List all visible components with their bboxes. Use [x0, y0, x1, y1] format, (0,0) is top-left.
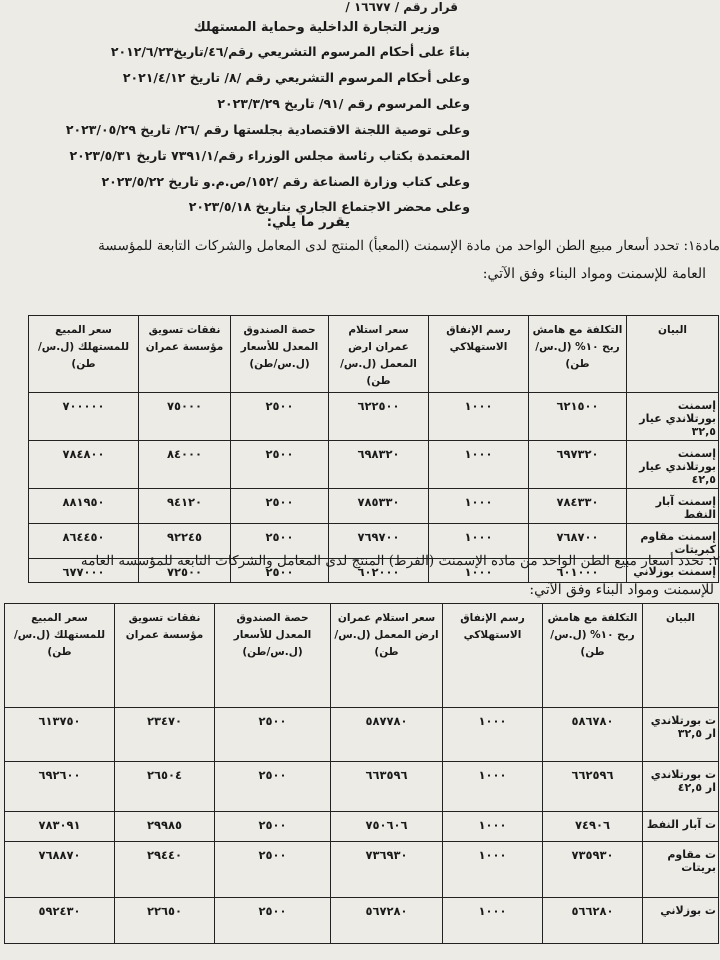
t1-h-cost: التكلفة مع هامش ربح ١٠% (ل.س/طن) [529, 316, 627, 393]
t2-r2-item: ت آبار النفط [643, 812, 719, 842]
t2-r0-cost: ٥٨٦٧٨٠ [543, 708, 643, 762]
t2-r2-fund: ٢٥٠٠ [215, 812, 331, 842]
t1-r1-receipt: ٦٩٨٣٢٠ [329, 441, 429, 489]
t2-r0-marketing: ٢٣٤٧٠ [115, 708, 215, 762]
t1-r3-marketing: ٩٢٢٤٥ [139, 524, 231, 559]
table2-header-row [5, 604, 719, 708]
reference-line-7: وعلى محضر الاجتماع الجاري بتاريخ ٢٠٢٣/٥/١٨ [188, 199, 470, 214]
table-bulk-cement [4, 603, 719, 944]
t1-h-fee: رسم الإنفاق الاستهلاكي [429, 316, 529, 393]
t1-r0-price: ٧٠٠٠٠٠ [29, 393, 139, 441]
t1-r3-fee: ١٠٠٠ [429, 524, 529, 559]
t2-r1-marketing: ٢٦٥٠٤ [115, 762, 215, 812]
t2-h-price: سعر المبيع للمستهلك (ل.س/طن) [5, 604, 115, 708]
t1-r2-fee: ١٠٠٠ [429, 489, 529, 524]
t2-r2-price: ٧٨٣٠٩١ [5, 812, 115, 842]
table-row [5, 898, 719, 944]
t1-r2-item: إسمنت آبار النفط [627, 489, 719, 524]
t2-r0-fund: ٢٥٠٠ [215, 708, 331, 762]
t1-r2-cost: ٧٨٤٣٣٠ [529, 489, 627, 524]
t1-r0-cost: ٦٢١٥٠٠ [529, 393, 627, 441]
t1-r4-price: ٦٧٧٠٠٠ [29, 559, 139, 583]
article1-line2: العامة للإسمنت ومواد البناء وفق الآتي: [482, 266, 706, 282]
t2-r0-fee: ١٠٠٠ [443, 708, 543, 762]
t1-r4-cost: ٦٠١٠٠٠ [529, 559, 627, 583]
t1-h-fund: حصة الصندوق المعدل للأسعار (ل.س/طن) [231, 316, 329, 393]
t2-r3-marketing: ٢٩٤٤٠ [115, 842, 215, 898]
t2-r4-item: ت بوزلاني [643, 898, 719, 944]
decision-number: قرار رقم / ١٦٦٧٧ / [345, 0, 458, 14]
article2-line1: ٢: تحدد أسعار مبيع الطن الواحد من مادة الإسمنت (الفرط) المنتج لدى المعامل والشركات التابعة للمؤسسة العامة [80, 553, 720, 569]
t2-r3-item: ت مقاوم بريتات [643, 842, 719, 898]
t2-r3-price: ٧٦٨٨٧٠ [5, 842, 115, 898]
t2-r0-receipt: ٥٨٧٧٨٠ [331, 708, 443, 762]
t2-r1-receipt: ٦٦٣٥٩٦ [331, 762, 443, 812]
article2-line2: للإسمنت ومواد البناء وفق الآتي: [529, 582, 714, 598]
table-row [29, 441, 719, 489]
t2-h-fund: حصة الصندوق المعدل للأسعار (ل.س/طن) [215, 604, 331, 708]
t2-r3-fund: ٢٥٠٠ [215, 842, 331, 898]
t1-r0-fund: ٢٥٠٠ [231, 393, 329, 441]
table-row [29, 489, 719, 524]
reference-line-4: وعلى توصية اللجنة الاقتصادية بجلستها رقم /٢٦/ تاريخ ٢٠٢٣/٠٥/٢٩ [65, 122, 470, 137]
t1-r4-fee: ١٠٠٠ [429, 559, 529, 583]
t2-r3-cost: ٧٣٥٩٣٠ [543, 842, 643, 898]
t1-r1-cost: ٦٩٧٣٢٠ [529, 441, 627, 489]
reference-line-2: وعلى أحكام المرسوم التشريعي رقم /٨/ تاريخ ٢٠٢١/٤/١٢ [122, 70, 470, 85]
issuer-title: وزير التجارة الداخلية وحماية المستهلك [193, 20, 440, 35]
t2-r1-fee: ١٠٠٠ [443, 762, 543, 812]
t1-r1-price: ٧٨٤٨٠٠ [29, 441, 139, 489]
t1-r3-fund: ٢٥٠٠ [231, 524, 329, 559]
t2-r3-fee: ١٠٠٠ [443, 842, 543, 898]
t2-r4-cost: ٥٦٦٢٨٠ [543, 898, 643, 944]
reference-line-6: وعلى كتاب وزارة الصناعة رقم /١٥٢/ص.م.و تاريخ ٢٠٢٣/٥/٢٢ [101, 174, 470, 189]
t1-r1-fee: ١٠٠٠ [429, 441, 529, 489]
t2-h-fee: رسم الإنفاق الاستهلاكي [443, 604, 543, 708]
t2-r1-price: ٦٩٢٦٠٠ [5, 762, 115, 812]
table1-header-row [29, 316, 719, 393]
t2-r0-price: ٦١٣٧٥٠ [5, 708, 115, 762]
t2-r1-cost: ٦٦٢٥٩٦ [543, 762, 643, 812]
t1-r4-fund: ٢٥٠٠ [231, 559, 329, 583]
t1-r1-item: إسمنت بورتلاندي عيار ٤٢,٥ [627, 441, 719, 489]
article1-line1: مادة١: تحدد أسعار مبيع الطن الواحد من مادة الإسمنت (المعبأ) المنتج لدى المعامل والشركات التابعة للمؤسسة [98, 238, 720, 254]
t2-h-item: البيان [643, 604, 719, 708]
t2-r4-marketing: ٢٢٦٥٠ [115, 898, 215, 944]
t1-r1-fund: ٢٥٠٠ [231, 441, 329, 489]
t2-h-marketing: نفقات تسويق مؤسسة عمران [115, 604, 215, 708]
t2-r0-item: ت بورتلاندي ار ٣٢,٥ [643, 708, 719, 762]
table-packed-cement [28, 315, 719, 583]
t1-h-marketing: نفقات تسويق مؤسسة عمران [139, 316, 231, 393]
t2-r3-receipt: ٧٣٦٩٣٠ [331, 842, 443, 898]
t1-r0-receipt: ٦٢٢٥٠٠ [329, 393, 429, 441]
reference-line-1: بناءً على أحكام المرسوم التشريعي رقم/٤٦/تاريخ٢٠١٢/٦/٢٣ [110, 44, 470, 59]
t2-r2-cost: ٧٤٩٠٦ [543, 812, 643, 842]
table-row [5, 708, 719, 762]
t1-r0-marketing: ٧٥٠٠٠ [139, 393, 231, 441]
t2-r2-marketing: ٢٩٩٨٥ [115, 812, 215, 842]
t2-r4-fund: ٢٥٠٠ [215, 898, 331, 944]
t1-h-item: البيان [627, 316, 719, 393]
t1-r0-fee: ١٠٠٠ [429, 393, 529, 441]
t1-r3-cost: ٧٦٨٧٠٠ [529, 524, 627, 559]
table-row [5, 812, 719, 842]
t2-r1-item: ت بورتلاندي ار ٤٢,٥ [643, 762, 719, 812]
t1-r4-receipt: ٦٠٢٠٠٠ [329, 559, 429, 583]
reference-line-3: وعلى المرسوم رقم /٩١/ تاريخ ٢٠٢٣/٣/٢٩ [217, 96, 470, 111]
t1-r3-price: ٨٦٤٤٥٠ [29, 524, 139, 559]
t2-r4-price: ٥٩٢٤٣٠ [5, 898, 115, 944]
t1-r1-marketing: ٨٤٠٠٠ [139, 441, 231, 489]
decides-heading: يقرر ما يلي: [266, 214, 350, 230]
t1-r0-item: إسمنت بورتلاندي عيار ٣٢,٥ [627, 393, 719, 441]
table-row [29, 393, 719, 441]
t2-r2-receipt: ٧٥٠٦٠٦ [331, 812, 443, 842]
t2-h-cost: التكلفة مع هامش ربح ١٠% (ل.س/طن) [543, 604, 643, 708]
t1-h-receipt: سعر استلام عمران ارض المعمل (ل.س/طن) [329, 316, 429, 393]
t2-r4-receipt: ٥٦٧٢٨٠ [331, 898, 443, 944]
t2-r2-fee: ١٠٠٠ [443, 812, 543, 842]
t2-r4-fee: ١٠٠٠ [443, 898, 543, 944]
t1-r4-item: إسمنت بوزلاني [627, 559, 719, 583]
table-row [5, 842, 719, 898]
t1-r2-marketing: ٩٤١٢٠ [139, 489, 231, 524]
table-row [5, 762, 719, 812]
t1-r3-receipt: ٧٦٩٧٠٠ [329, 524, 429, 559]
t1-r2-price: ٨٨١٩٥٠ [29, 489, 139, 524]
t1-r4-marketing: ٧٢٥٠٠ [139, 559, 231, 583]
t2-r1-fund: ٢٥٠٠ [215, 762, 331, 812]
reference-line-5: المعتمدة بكتاب رئاسة مجلس الوزراء رقم/٧٣٩١/١ تاريخ ٢٠٢٣/٥/٣١ [69, 148, 470, 163]
t1-r2-receipt: ٧٨٥٣٣٠ [329, 489, 429, 524]
t1-h-price: سعر المبيع للمستهلك (ل.س/طن) [29, 316, 139, 393]
t1-r2-fund: ٢٥٠٠ [231, 489, 329, 524]
t1-r3-item: إسمنت مقاوم كبريتات [627, 524, 719, 559]
t2-h-receipt: سعر استلام عمران ارض المعمل (ل.س/طن) [331, 604, 443, 708]
